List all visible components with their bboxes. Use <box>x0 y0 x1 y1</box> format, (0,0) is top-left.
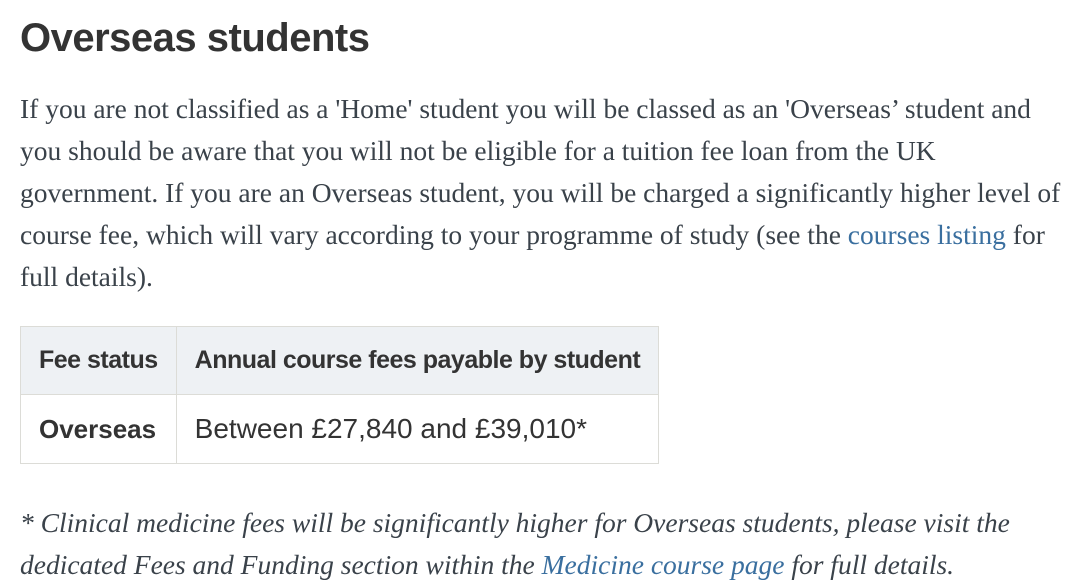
footnote-text-after-link: for full details. <box>784 549 955 580</box>
courses-listing-link[interactable]: courses listing <box>847 219 1006 250</box>
fees-table-head <box>21 327 659 395</box>
fees-table-header-fee-status: Fee status <box>21 327 177 395</box>
fees-table <box>20 326 659 464</box>
annual-fees-cell: Between £27,840 and £39,010* <box>176 395 659 464</box>
page-title: Overseas students <box>20 16 370 60</box>
intro-paragraph <box>20 88 1067 298</box>
medicine-course-page-link[interactable]: Medicine course page <box>541 549 785 580</box>
table-row <box>21 395 659 464</box>
fees-table-header-row <box>21 327 659 395</box>
footnote <box>20 502 1067 586</box>
intro-text-after-link: for full details). <box>20 219 1045 292</box>
fee-status-cell: Overseas <box>21 395 177 464</box>
footnote-text-before-link: * Clinical medicine fees will be significantly higher for Overseas students, please visit the dedicated Fees and Funding section within the <box>20 507 1010 580</box>
intro-text-before-link: If you are not classified as a 'Home' student you will be classed as an 'Overseas’ student and you should be aware that you will not be eligible for a tuition fee loan from the UK government. If you are an Overseas student, you will be charged a significantly higher level of course fee, which will vary according to your programme of study (see the <box>20 93 1061 250</box>
fees-table-header-annual-fees: Annual course fees payable by student <box>176 327 659 395</box>
fees-table-body <box>21 395 659 464</box>
